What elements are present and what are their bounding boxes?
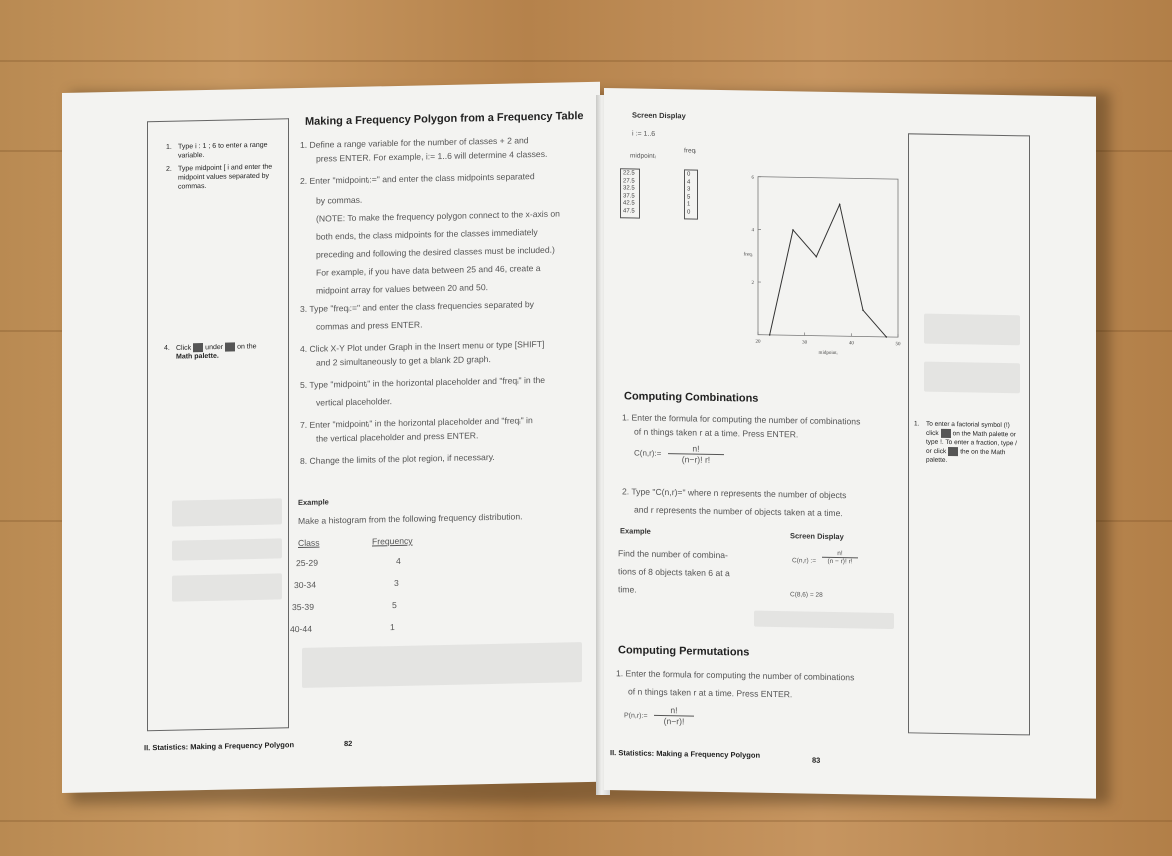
step-line: vertical placeholder. [316, 396, 392, 408]
factorial-icon [941, 429, 951, 438]
step-line: 2. Type "C(n,r)=" where n represents the number of objects [622, 486, 847, 501]
formula-lhs: P(n,r):= [624, 712, 648, 720]
bleed-through [172, 538, 282, 560]
note-text: on the Math palette or [952, 430, 1016, 439]
step-line: both ends, the class midpoints for the classes immediately [316, 227, 538, 242]
bleed-through [172, 498, 282, 526]
note-number: 2. [166, 165, 172, 173]
array-value: 0 [687, 209, 691, 216]
y-tick-label: 6 [751, 175, 754, 181]
y-tick-label: 2 [751, 280, 754, 286]
freq-array [684, 169, 698, 219]
plot-frame [758, 177, 898, 337]
step-line: For example, if you have data between 25 and 46, create a [316, 262, 541, 278]
display-formula-fraction [822, 550, 858, 566]
step-line: midpoint array for values between 20 and 50. [316, 282, 488, 296]
right-page [604, 88, 1096, 799]
step-line: press ENTER. For example, i:= 1..6 will determine 4 classes. [316, 148, 548, 164]
array-value: 27.5 [623, 177, 635, 185]
table-cell-class: 35-39 [292, 601, 314, 613]
note-text: palette. [926, 457, 948, 465]
step-line: by commas. [316, 194, 363, 206]
screen-display-label: Screen Display [632, 110, 686, 121]
array-value: 0 [687, 171, 691, 178]
note-text: Type i : 1 ; 6 to enter a range variable. [178, 141, 268, 160]
x-tick-label: 50 [895, 342, 901, 348]
note-text: the on the Math [960, 448, 1006, 457]
page-footer: II. Statistics: Making a Frequency Polygon [610, 748, 761, 760]
formula-numerator: n! [692, 443, 700, 454]
step-line: preceding and following the desired classes must be included.) [316, 244, 555, 260]
table-cell-class: 40-44 [290, 623, 312, 635]
example-text: Make a histogram from the following frequency distribution. [298, 511, 523, 527]
graph-palette-icon [193, 343, 203, 352]
x-tick-label: 20 [755, 339, 761, 345]
formula-numerator: n! [837, 550, 843, 558]
note-text: on the [237, 343, 257, 351]
step-line: of n things taken r at a time. Press ENTER. [628, 686, 793, 700]
y-tick-label: 4 [751, 228, 754, 234]
left-page [62, 82, 600, 793]
note-text: Math palette. [176, 353, 219, 361]
array-value: 47.5 [623, 208, 635, 215]
page-number: 83 [812, 755, 821, 765]
note-text: under [205, 343, 224, 352]
section-title-combinations: Computing Combinations [624, 390, 759, 405]
x-tick-label: 30 [802, 340, 808, 346]
step-line: 3. Type "freqᵢ:=" and enter the class frequencies separated by [300, 299, 534, 315]
array-value: 37.5 [623, 193, 635, 200]
note-number: 1. [166, 143, 172, 151]
table-cell-frequency: 5 [392, 599, 397, 611]
array-value: 3 [687, 186, 691, 193]
note-text: Click [176, 344, 192, 352]
wood-grain [0, 820, 1172, 822]
note-text: To enter a factorial symbol (!) [926, 420, 1010, 430]
step-line: the vertical placeholder and press ENTER. [316, 430, 479, 444]
step-line: 7. Enter "midpointᵢ" in the horizontal placeholder and "freqᵢ" in [300, 415, 533, 431]
example-text: tions of 8 objects taken 6 at a [618, 566, 730, 579]
section-title-permutations: Computing Permutations [618, 644, 750, 659]
note-text: click [926, 429, 939, 438]
step-line: 1. Enter the formula for computing the number of combinations [622, 412, 861, 427]
xy-plot-icon [225, 342, 235, 351]
example-text: time. [618, 584, 637, 595]
example-label: Example [298, 497, 329, 508]
note-number: 1. [914, 420, 920, 428]
note-number: 4. [164, 344, 170, 352]
step-line: and r represents the number of objects taken at a time. [634, 504, 843, 519]
step-line: (NOTE: To make the frequency polygon connect to the x-axis on [316, 208, 560, 224]
array-value: 42.5 [623, 200, 635, 207]
fraction-icon [948, 447, 958, 456]
midpoint-array [620, 168, 640, 218]
y-axis-label: freqᵢ [743, 252, 753, 258]
formula-numerator: n! [670, 705, 678, 716]
table-cell-class: 30-34 [294, 579, 316, 591]
wood-grain [0, 60, 1172, 62]
example-label: Example [620, 526, 651, 536]
note-text: Type midpoint [ i and enter the midpoint values separated by commas. [178, 163, 273, 191]
table-cell-frequency: 4 [396, 555, 401, 567]
display-formula-lhs: C(n,r) := [792, 557, 817, 565]
table-header-class: Class [298, 537, 320, 549]
table-cell-frequency: 3 [394, 577, 399, 589]
note-text: or click [926, 448, 947, 456]
frequency-polygon-line [770, 203, 887, 337]
data-point [862, 309, 864, 311]
page-footer: II. Statistics: Making a Frequency Polygon [144, 740, 295, 753]
step-line: 5. Type "midpointᵢ" in the horizontal placeholder and "freqᵢ" in the [300, 374, 546, 391]
page-number: 82 [344, 738, 353, 749]
table-cell-class: 25-29 [296, 557, 318, 569]
range-definition: i := 1..6 [632, 130, 656, 138]
step-line: and 2 simultaneously to get a blank 2D graph. [316, 354, 491, 368]
bleed-through [924, 314, 1020, 346]
table-header-frequency: Frequency [372, 535, 413, 547]
formula-denominator: (n−r)! r! [668, 453, 724, 465]
formula-fraction [654, 705, 694, 727]
left-divider [288, 118, 289, 726]
display-result: C(8,6) = 28 [790, 591, 823, 599]
step-line: 4. Click X-Y Plot under Graph in the Insert menu or type [SHIFT] [300, 338, 545, 355]
formula-fraction [668, 443, 724, 465]
left-sidebar-box [147, 118, 289, 731]
step-line: 1. Define a range variable for the number of classes + 2 and [300, 135, 529, 151]
frequency-polygon-chart [734, 170, 914, 363]
array-value: 32.5 [623, 185, 635, 192]
formula-denominator: (n−r)! [654, 715, 694, 727]
step-line: 2. Enter "midpointᵢ:=" and enter the class midpoints separated [300, 171, 535, 187]
x-tick-label: 40 [848, 341, 854, 347]
array-value: 22.5 [623, 170, 635, 177]
step-line: of n things taken r at a time. Press ENTER. [634, 426, 799, 440]
bleed-through [172, 573, 282, 601]
page-title: Making a Frequency Polygon from a Frequency Table [305, 110, 584, 128]
note-text: type !. To enter a fraction, type / [926, 438, 1017, 448]
step-line: 1. Enter the formula for computing the number of combinations [616, 668, 855, 683]
formula-denominator: (n − r)! r! [822, 557, 858, 566]
freq-label: freqᵢ [684, 147, 697, 155]
bleed-through [754, 611, 894, 629]
x-axis-label: midpointᵢ [818, 350, 838, 357]
formula-lhs: C(n,r):= [634, 448, 662, 459]
data-point [886, 336, 888, 338]
array-value: 4 [687, 179, 691, 186]
midpoint-label: midpointᵢ [630, 152, 656, 160]
step-line: 8. Change the limits of the plot region, if necessary. [300, 451, 495, 467]
array-value: 1 [687, 201, 691, 208]
screen-display-label: Screen Display [790, 531, 844, 542]
step-line: commas and press ENTER. [316, 319, 423, 332]
table-cell-frequency: 1 [390, 622, 395, 633]
example-text: Find the number of combina- [618, 548, 728, 561]
bleed-through [302, 642, 582, 688]
bleed-through [924, 362, 1020, 394]
array-value: 5 [687, 194, 691, 201]
